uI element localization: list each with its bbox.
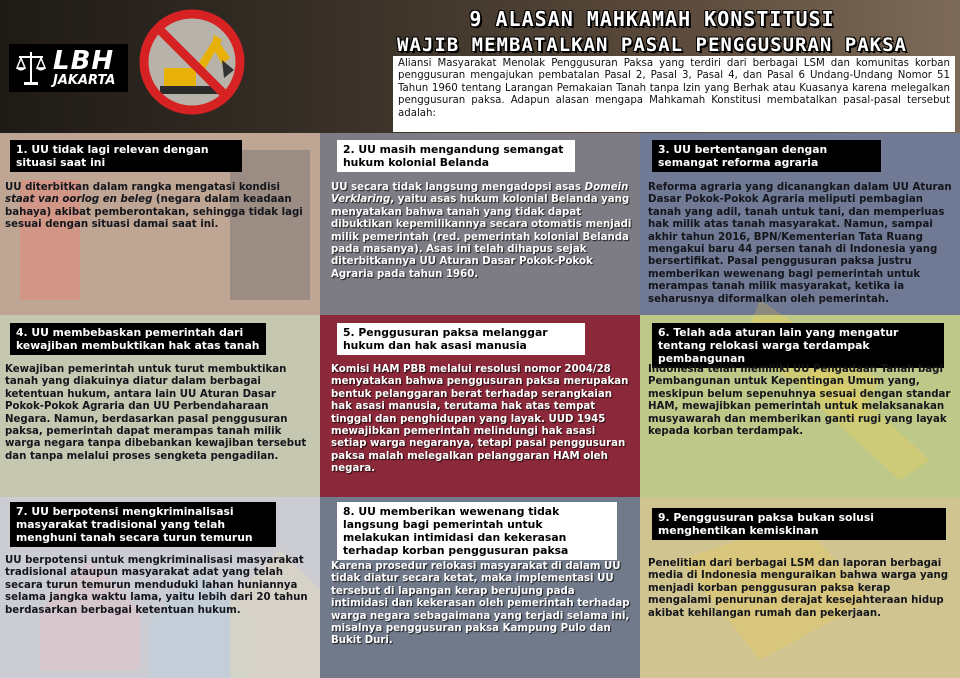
no-excavator-icon <box>138 8 246 116</box>
scales-of-justice-icon <box>13 48 49 88</box>
reason-5-body: Komisi HAM PBB melalui resolusi nomor 2004/28 menyatakan bahwa penggusuran paksa merupakan bentuk pelanggaran berat terhadap serangkaian hak asasi manusia, terutama hak atas tempat tinggal dan penghidupan yang layak. UUD 1945 mewajibkan pemerintah melindungi hak asasi setiap warga negaranya, tetapi pasal penggusuran paksa malah melegalkan pelanggaran HAM oleh negara. <box>331 364 629 475</box>
reason-1-body-text-a: UU diterbitkan dalam rangka mengatasi kondisi <box>5 182 281 193</box>
title-line-2: WAJIB MEMBATALKAN PASAL PENGGUSURAN PAKSA <box>397 34 907 56</box>
reason-7-heading: 7. UU berpotensi mengkriminalisasi masyarakat tradisional yang telah menghuni tanah secara turun temurun <box>10 502 276 547</box>
reason-8-heading: 8. UU memberikan wewenang tidak langsung bagi pemerintah untuk melakukan intimidasi dan kekerasan terhadap korban penggusuran paksa <box>337 502 617 560</box>
reason-3-heading: 3. UU bertentangan dengan semangat reforma agraria <box>652 140 881 172</box>
reason-9-body: Penelitian dari berbagai LSM dan laporan berbagai media di Indonesia menguraikan bahwa warga yang menjadi korban penggusuran paksa kerap mengalami penurunan derajat kesejahteraan hidup akibat kehilangan rumah dan pekerjaan. <box>648 558 949 619</box>
reason-8-body: Karena prosedur relokasi masyarakat di dalam UU tidak diatur secara ketat, maka implementasi UU tersebut di lapangan kerap berujung pada intimidasi dan kekerasan oleh pemerintah terhadap warga negara sebagaimana yang terjadi selama ini, misalnya penggusuran paksa Kampung Pulo dan Bukit Duri. <box>331 561 630 647</box>
reason-2-body <box>331 182 634 281</box>
lbh-jakarta-logo <box>9 44 128 92</box>
reason-1-body-text-b: (negara dalam keadaan bahaya) akibat pemberontakan, sehingga tidak lagi sesuai dengan situasi damai saat ini. <box>5 194 303 231</box>
reason-9-heading: 9. Penggusuran paksa bukan solusi menghentikan kemiskinan <box>652 508 946 540</box>
reason-1-body-italic: staat van oorlog en beleg <box>5 194 153 206</box>
reason-2-body-italic: Domein Verklaring <box>331 182 629 206</box>
reason-5-heading: 5. Penggusuran paksa melanggar hukum dan hak asasi manusia <box>337 323 585 355</box>
reason-3-body: Reforma agraria yang dicanangkan dalam UU Aturan Dasar Pokok-Pokok Agraria meliputi pembagian tanah yang adil, tanah untuk tani, dan memperluas hak milik atas tanah masyarakat. Namun, sampai akhir tahun 2016, BPN/Kementerian Tata Ruang mengakui baru 44 persen tanah di Indonesia yang bersertifikat. Pasal penggusuran paksa justru memberikan wewenang bagi pemerintah untuk merampas tanah milik masyarakat, ketika ia seharusnya diformalkan oleh pemerintah. <box>648 182 952 305</box>
title-line-1: 9 ALASAN MAHKAMAH KONSTITUSI <box>469 7 835 31</box>
logo-sub-text: JAKARTA <box>53 73 116 88</box>
reason-2-body-text-a: UU secara tidak langsung mengadopsi asas <box>331 182 585 193</box>
reason-2-heading: 2. UU masih mengandung semangat hukum kolonial Belanda <box>337 140 575 172</box>
reason-6-body: Indonesia telah memiliki UU Pengadaan Tanah bagi Pembangunan untuk Kepentingan Umum yang, meskipun belum sepenuhnya sesuai dengan standar HAM, mewajibkan pemerintah untuk melaksanakan musyawarah dan memberikan ganti rugi yang layak kepada korban terdampak. <box>648 364 951 438</box>
main-title <box>352 6 952 58</box>
reason-4-body: Kewajiban pemerintah untuk turut membuktikan tanah yang diakuinya diatur dalam berbagai ketentuan hukum, antara lain UU Aturan Dasar Pokok-Pokok Agraria dan UU Perbendaharaan Negara. Namun, berdasarkan pasal penggusuran paksa, pemerintah dapat merampas tanah milik warga negara tanpa dibebankan kewajiban tersebut dan tanpa melalui proses sengketa pengadilan. <box>5 364 307 462</box>
reason-2-body-text-b: , yaitu asas hukum kolonial Belanda yang menyatakan bahwa tanah yang tidak dapat dibuktikan kepemilikannya secara otomatis menjadi milik pemerintah (red. pemerintah kolonial Belanda pada masanya). Asas ini telah dihapus sejak diterbitkannya UU Aturan Dasar Pokok-Pokok Agraria pada tahun 1960. <box>331 194 632 280</box>
reason-7-body: UU berpotensi untuk mengkriminalisasi masyarakat tradisional ataupun masyarakat adat yang telah secara turun temurun menduduki lahan huniannya selama jangka waktu lama, yaitu lebih dari 20 tahun berdasarkan berbagai ketentuan hukum. <box>5 555 308 616</box>
reason-1-body <box>5 182 313 232</box>
reason-6-heading: 6. Telah ada aturan lain yang mengatur tentang relokasi warga terdampak pembangunan <box>652 323 944 368</box>
reason-4-heading: 4. UU membebaskan pemerintah dari kewajiban membuktikan hak atas tanah <box>10 323 266 355</box>
logo-main-text: LBH <box>53 46 115 76</box>
reason-1-heading: 1. UU tidak lagi relevan dengan situasi saat ini <box>10 140 242 172</box>
intro-paragraph: Aliansi Masyarakat Menolak Penggusuran Paksa yang terdiri dari berbagai LSM dan komunitas korban penggusuran mengajukan pembatalan Pasal 2, Pasal 3, Pasal 4, dan Pasal 6 Undang-Undang Nomor 51 Tahun 1960 tentang Larangan Pemakaian Tanah tanpa Izin yang Berhak atau Kuasanya karena melegalkan penggusuran paksa. Adapun alasan mengapa Mahkamah Konstitusi membatalkan pasal-pasal tersebut adalah: <box>393 56 955 132</box>
